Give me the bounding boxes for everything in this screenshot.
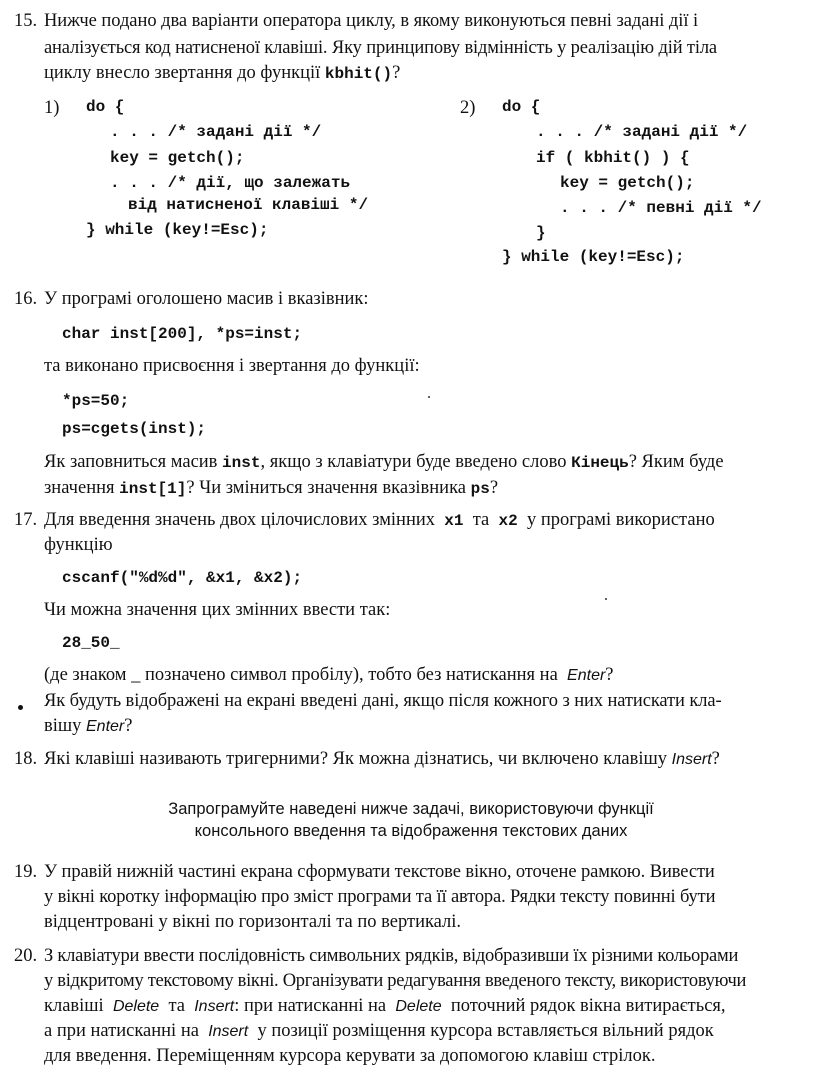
code-line: key = getch();	[110, 149, 245, 167]
variant-label: 1)	[44, 98, 60, 118]
code-line: cscanf("%d%d", &x1, &x2);	[62, 569, 303, 587]
task-number: 20.	[14, 946, 38, 966]
code-line: ps=cgets(inst);	[62, 420, 207, 438]
code-line: } while (key!=Esc);	[502, 248, 685, 266]
inline-code: x2	[498, 512, 518, 530]
key-name: Delete	[395, 998, 442, 1015]
variant-label: 2)	[460, 98, 476, 118]
question-text-line: та виконано присвоєння і звертання до функції:	[44, 356, 420, 376]
question-text-line: Які клавіші називають тригерними? Як можна дізнатись, чи включено клавішу Insert?	[44, 749, 720, 769]
question-text-line: (де знаком _ позначено символ пробілу), тобто без натискання на Enter?	[44, 665, 614, 685]
key-name: Insert	[671, 751, 712, 768]
code-line: *ps=50;	[62, 392, 130, 410]
question-text-line: Для введення значень двох цілочислових змінних x1 та x2 у програмі використано	[44, 510, 715, 530]
code-line: }	[536, 224, 546, 242]
question-text-line: Як заповниться масив inst, якщо з клавіатури буде введено слово Кінець? Яким буде	[44, 452, 724, 472]
task-text-line: у відкритому текстовому вікні. Організувати редагування введеного тексту, використовуючи	[44, 971, 747, 991]
code-line: . . . /* задані дії */	[110, 123, 322, 141]
code-line: . . . /* дії, що залежать	[110, 174, 351, 192]
code-line: if ( kbhit() ) {	[536, 149, 690, 167]
key-name: Enter	[86, 718, 125, 735]
code-line: 28_50_	[62, 634, 120, 652]
question-text-line: значення inst[1]? Чи зміниться значення вказівника ps?	[44, 478, 499, 498]
code-line: do {	[86, 98, 125, 116]
task-text-line: у вікні коротку інформацію про зміст програми та її автора. Рядки тексту повинні бути	[44, 887, 716, 907]
inline-code: x1	[444, 512, 464, 530]
task-text-line: для введення. Переміщенням курсора керувати за допомогою клавіш стрілок.	[44, 1046, 656, 1066]
section-heading-line: Запрограмуйте наведені нижче задачі, використовуючи функції	[168, 800, 654, 818]
question-number: 17.	[14, 510, 38, 530]
code-line: } while (key!=Esc);	[86, 221, 269, 239]
question-text-line: Як будуть відображені на екрані введені дані, якщо після кожного з них натискати кла-	[44, 691, 722, 711]
task-number: 19.	[14, 862, 38, 882]
task-text-line: У правій нижній частині екрана сформувати текстове вікно, оточене рамкою. Вивести	[44, 862, 715, 882]
section-heading-line: консольного введення та відображення текстових даних	[194, 822, 628, 840]
scan-speck	[605, 598, 607, 600]
code-line: . . . /* задані дії */	[536, 123, 748, 141]
question-text-line: аналізується код натисненої клавіші. Яку принципову відмінність у реалізацію дій тіла	[44, 38, 717, 58]
inline-code: inst[1]	[119, 480, 187, 498]
key-name: Delete	[112, 998, 160, 1015]
code-line: key = getch();	[560, 174, 695, 192]
question-text-line: У програмі оголошено масив і вказівник:	[44, 289, 369, 309]
question-number: 15.	[14, 11, 38, 31]
scan-speck	[428, 396, 430, 398]
task-text-line: відцентровані у вікні по горизонталі та по вертикалі.	[44, 912, 462, 932]
code-line: char inst[200], *ps=inst;	[62, 325, 303, 343]
inline-code: kbhit()	[324, 65, 393, 83]
inline-code: Кінець	[571, 454, 629, 472]
question-text-line: функцію	[44, 535, 113, 555]
key-name: Enter	[567, 667, 606, 684]
question-text-line: вішу Enter?	[44, 716, 133, 736]
bullet-mark	[18, 705, 23, 710]
task-text-line: клавіші Delete та Insert: при натисканні на Delete поточний рядок вікна витирається,	[44, 996, 726, 1016]
code-line: від натисненої клавіші */	[128, 196, 369, 214]
key-name: Insert	[194, 998, 235, 1015]
task-text-line: а при натисканні на Insert у позиції розміщення курсора вставляється вільний рядок	[44, 1021, 714, 1041]
question-text-line: циклу внесло звертання до функції kbhit()?	[44, 63, 401, 83]
code-line: do {	[502, 98, 541, 116]
question-number: 16.	[14, 289, 38, 309]
key-name: Insert	[208, 1023, 249, 1040]
inline-code: ps	[470, 480, 490, 498]
task-text-line: З клавіатури ввести послідовність символьних рядків, відобразивши їх різними кольорами	[44, 946, 739, 966]
code-line: . . . /* певні дії */	[560, 199, 762, 217]
inline-code: inst	[222, 454, 261, 472]
question-text-line: Чи можна значення цих змінних ввести так:	[44, 600, 391, 620]
question-text-line: Нижче подано два варіанти оператора циклу, в якому виконуються певні задані дії і	[44, 11, 699, 31]
question-number: 18.	[14, 749, 38, 769]
